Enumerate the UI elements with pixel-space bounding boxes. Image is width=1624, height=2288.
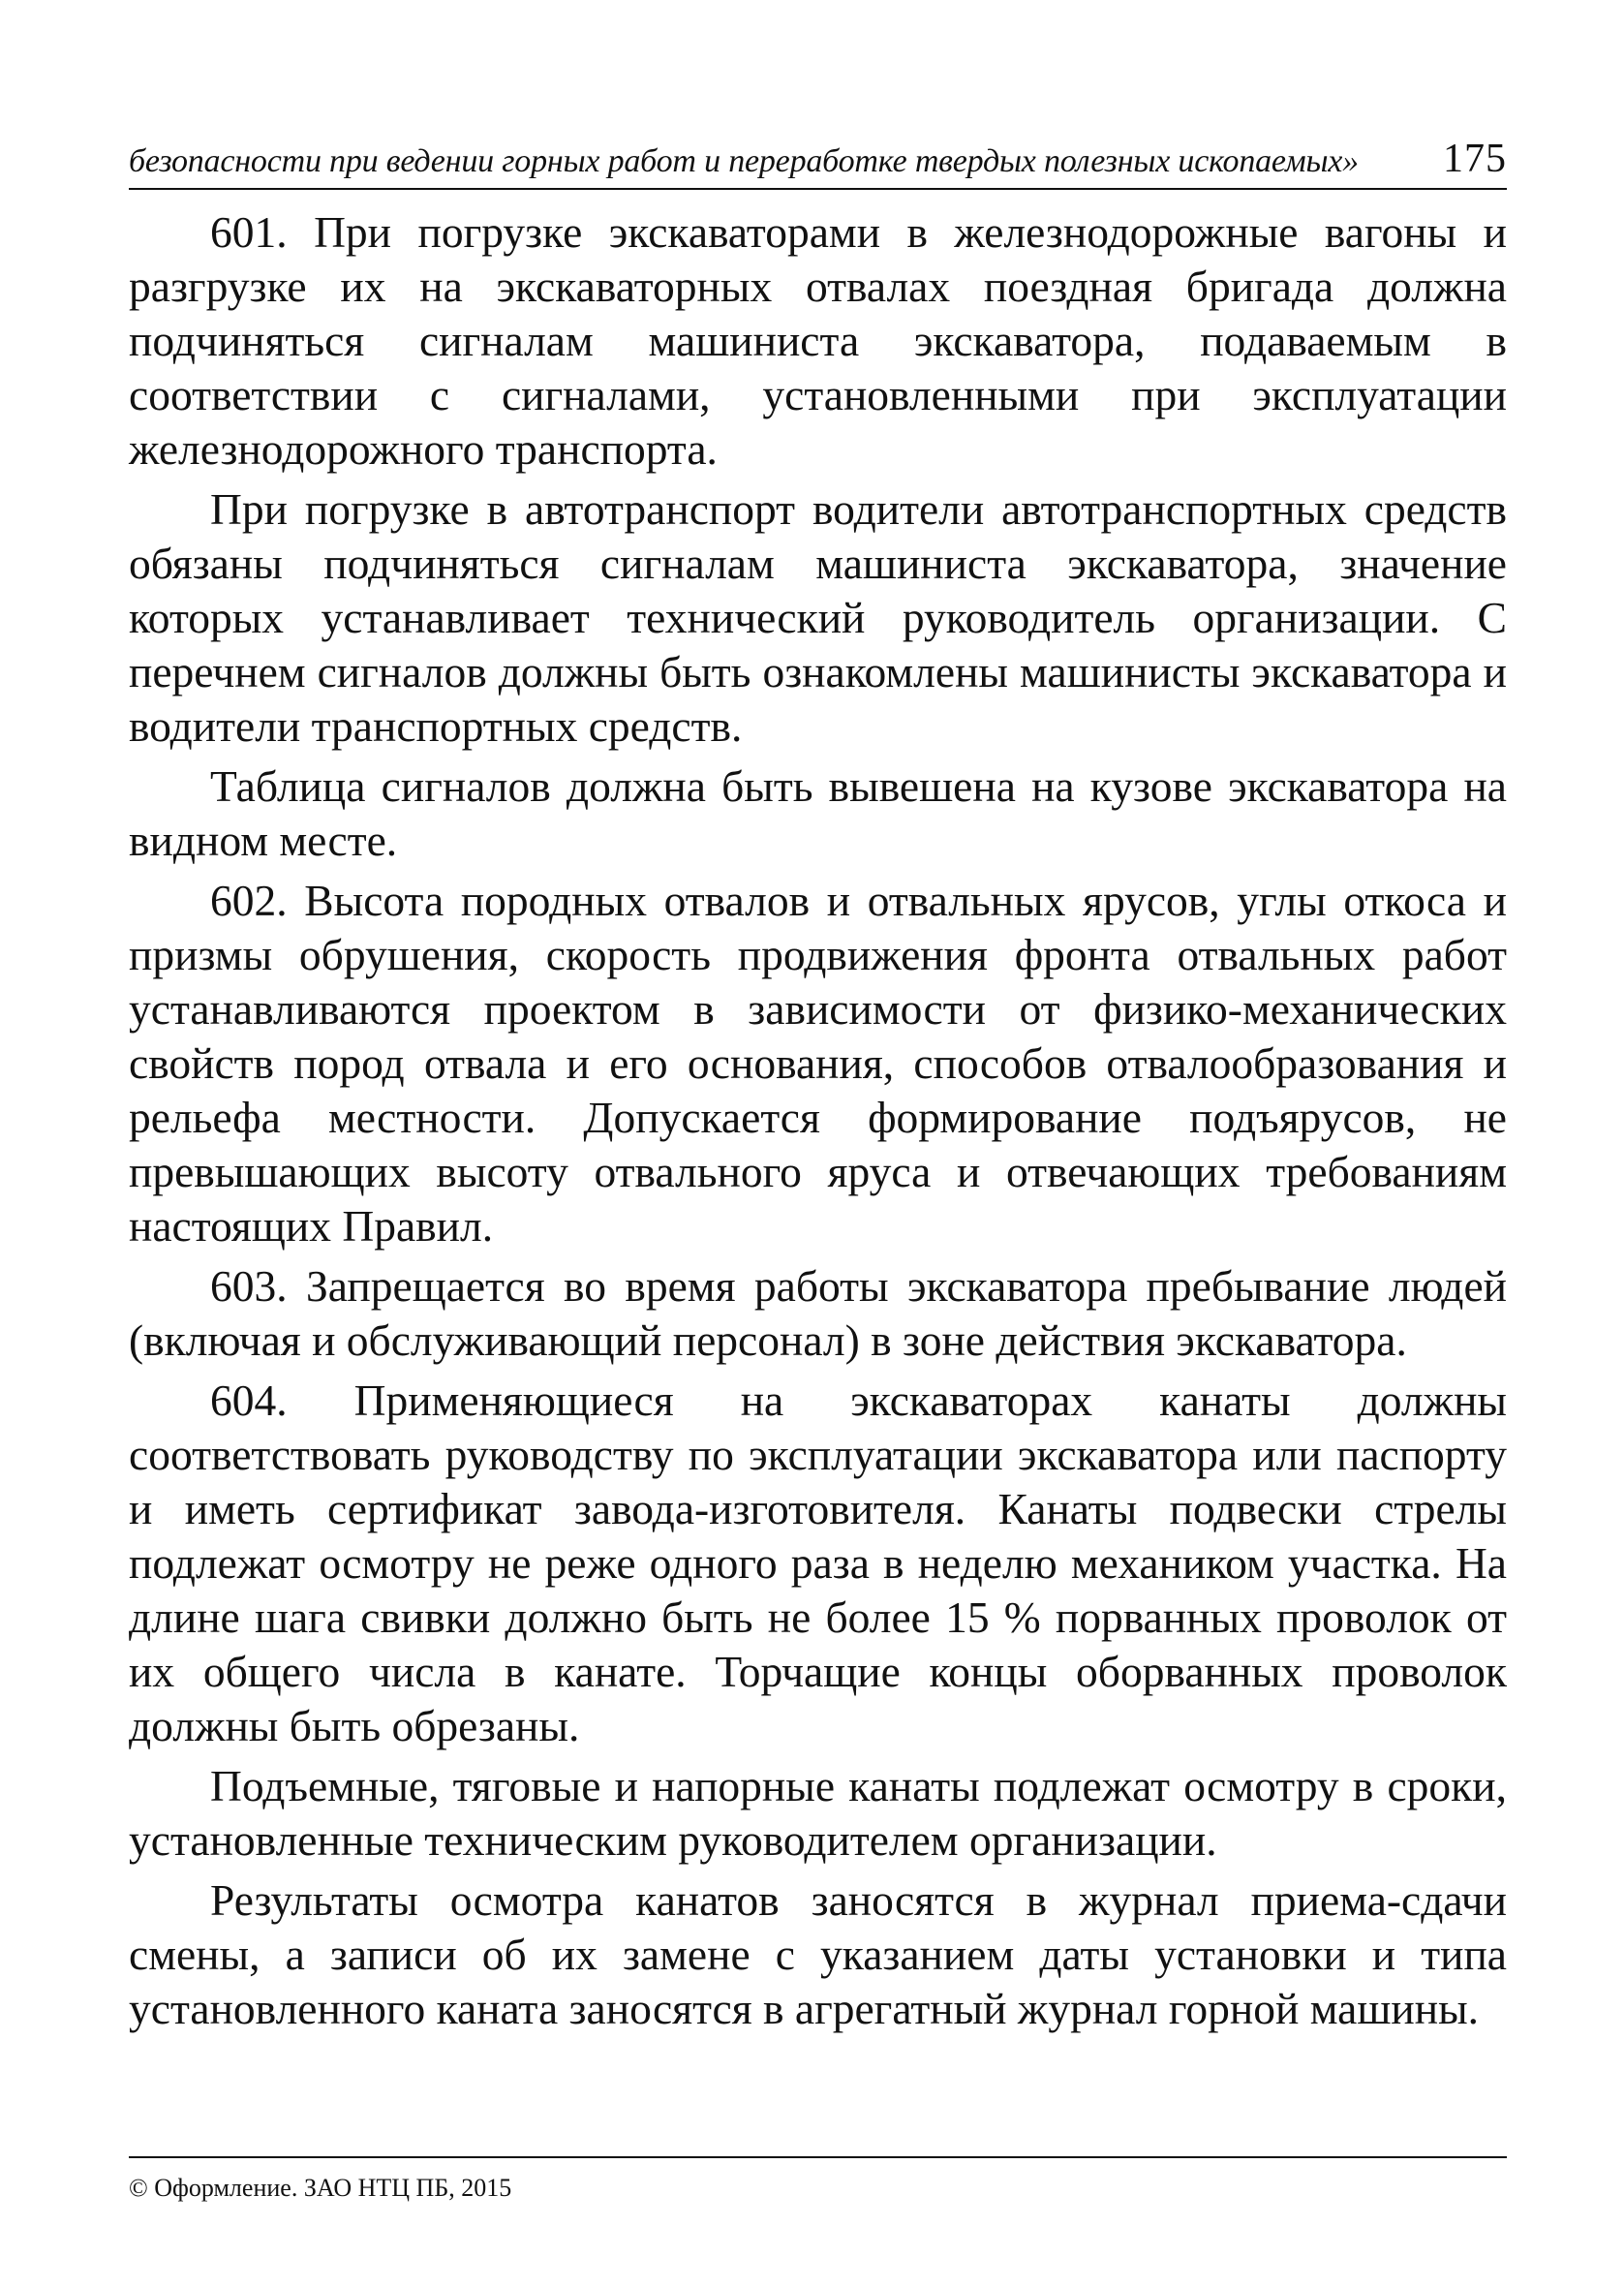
running-title: безопасности при ведении горных работ и переработке твердых полезных ископаемых» bbox=[129, 143, 1359, 179]
paragraph-603: 603. Запрещается во время работы экскаватора пребывание людей (включая и обслуживающий персонал) в зоне действия экскаватора. bbox=[129, 1261, 1507, 1365]
paragraph-604-inspection-log: Результаты осмотра канатов заносятся в журнал приема-сдачи смены, а записи об их замене с указанием даты установки и типа установленного каната заносятся в агрегатный журнал горной машины. bbox=[129, 1875, 1507, 2033]
paragraph-601-signal-table: Таблица сигналов должна быть вывешена на кузове экскаватора на видном месте. bbox=[129, 761, 1507, 865]
paragraph-602: 602. Высота породных отвалов и отвальных ярусов, углы откоса и призмы обрушения, скорость продвижения фронта отвальных работ устанавливаются проектом в зависимости от физико-механических свойств пород отвала и его основания, способов отвалообразования и рельефа местности. Допускается формирование подъярусов, не превышающих высоту отвального яруса и отвечающих требованиям настоящих Правил. bbox=[129, 876, 1507, 1251]
paragraph-601: 601. При погрузке экскаваторами в железнодорожные вагоны и разгрузке их на экскаваторных отвалах поездная бригада должна подчиняться сигналам машиниста экскаватора, подаваемым в соответствии с сигналами, установленными при эксплуатации железнодорожного транспорта. bbox=[129, 207, 1507, 474]
paragraph-604: 604. Применяющиеся на экскаваторах канаты должны соответствовать руководству по эксплуатации экскаватора или паспорту и иметь сертификат завода-изготовителя. Канаты подвески стрелы подлежат осмотру не реже одного раза в неделю механиком участка. На длине шага свивки должно быть не более 15 % порванных проволок от их общего числа в канате. Торчащие концы оборванных проволок должны быть обрезаны. bbox=[129, 1376, 1507, 1750]
page-header bbox=[129, 126, 1507, 190]
footer-divider bbox=[129, 2156, 1507, 2158]
page-number: 175 bbox=[1443, 137, 1507, 181]
copyright-footer: © Оформление. ЗАО НТЦ ПБ, 2015 bbox=[129, 2174, 512, 2202]
paragraph-601-vehicles: При погрузке в автотранспорт водители автотранспортных средств обязаны подчиняться сигналам машиниста экскаватора, значение которых устанавливает технический руководитель организации. С перечнем сигналов должны быть ознакомлены машинисты экскаватора и водители транспортных средств. bbox=[129, 484, 1507, 751]
page-body bbox=[129, 205, 1507, 2036]
paragraph-604-ropes-inspection: Подъемные, тяговые и напорные канаты подлежат осмотру в сроки, установленные техническим руководителем организации. bbox=[129, 1761, 1507, 1865]
